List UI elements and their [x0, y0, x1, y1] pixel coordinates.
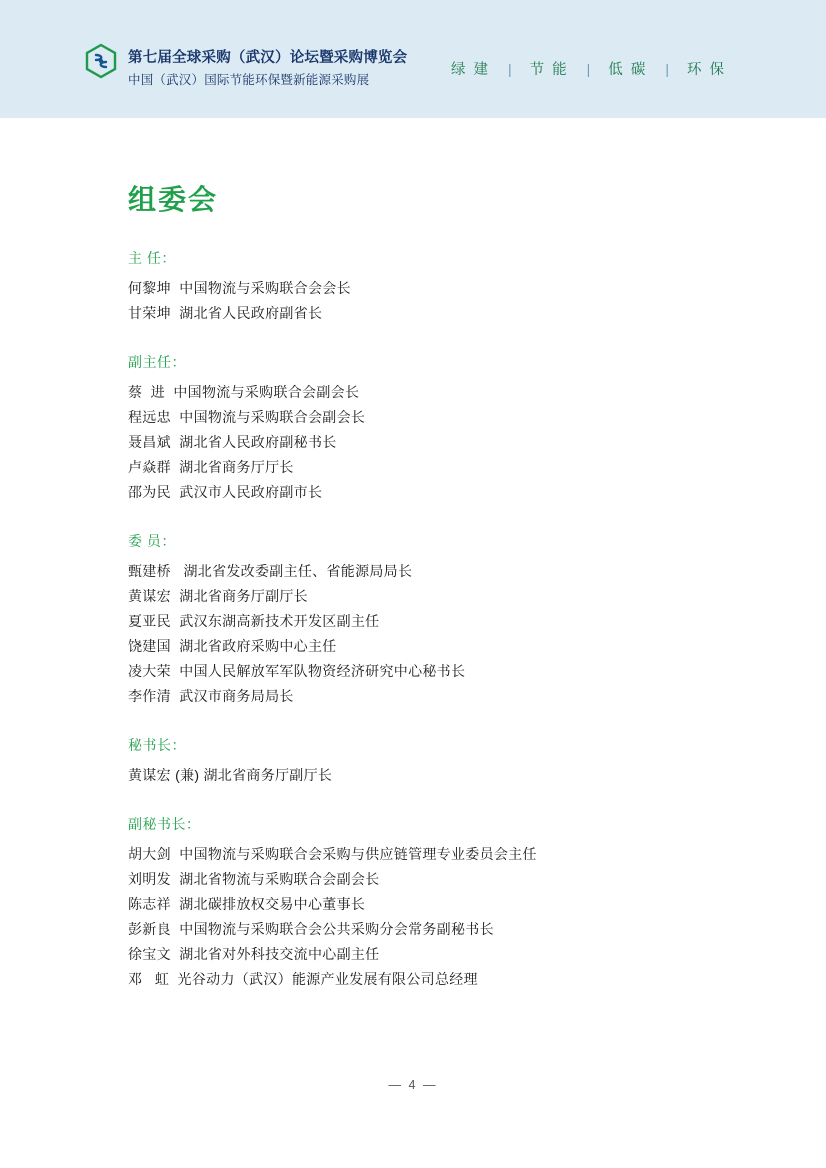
section-label: 委 员： — [128, 533, 176, 549]
list-item: 饶建国 湖北省政府采购中心主任 — [128, 638, 337, 654]
list-item: 夏亚民 武汉东湖高新技术开发区副主任 — [128, 613, 380, 629]
list-item: 黄谋宏 湖北省商务厅副厅长 — [128, 588, 308, 604]
header-nav — [433, 58, 744, 79]
nav-item-low-carbon[interactable]: 低 碳 — [608, 62, 648, 78]
nav-separator: | — [586, 60, 591, 77]
list-item: 蔡 进 中国物流与采购联合会副会长 — [128, 384, 360, 400]
hexagon-monogram-logo-icon — [83, 43, 119, 79]
list-item: 胡大剑 中国物流与采购联合会采购与供应链管理专业委员会主任 — [128, 846, 537, 862]
brand-title: 第七届全球采购（武汉）论坛暨采购博览会 — [128, 50, 408, 66]
list-item: 徐宝文 湖北省对外科技交流中心副主任 — [128, 946, 380, 962]
list-item: 彭新良 中国物流与采购联合会公共采购分会常务副秘书长 — [128, 921, 494, 937]
section-label: 副秘书长： — [128, 816, 201, 832]
list-item: 卢焱群 湖北省商务厅厅长 — [128, 459, 294, 475]
list-item: 何黎坤 中国物流与采购联合会会长 — [128, 280, 351, 296]
list-item: 甄建桥 湖北省发改委副主任、省能源局局长 — [128, 563, 413, 579]
section-secretary-general — [128, 735, 748, 788]
document-content — [128, 186, 748, 1018]
section-deputy-secretary-general — [128, 814, 748, 992]
list-item: 陈志祥 湖北碳排放权交易中心董事长 — [128, 896, 366, 912]
header-inner — [0, 0, 826, 118]
list-item: 邵为民 武汉市人民政府副市长 — [128, 484, 323, 500]
list-item: 聂昌斌 湖北省人民政府副秘书长 — [128, 434, 337, 450]
nav-item-energy-saving[interactable]: 节 能 — [529, 62, 569, 78]
list-item: 邓 虹 光谷动力（武汉）能源产业发展有限公司总经理 — [128, 971, 478, 987]
list-item: 程远忠 中国物流与采购联合会副会长 — [128, 409, 366, 425]
list-item: 凌大荣 中国人民解放军军队物资经济研究中心秘书长 — [128, 663, 466, 679]
section-label: 主 任： — [128, 250, 176, 266]
brand-subtitle: 中国（武汉）国际节能环保暨新能源采购展 — [128, 73, 370, 88]
section-chairman — [128, 248, 748, 326]
list-item: 黄谋宏 (兼) 湖北省商务厅副厅长 — [128, 767, 333, 783]
nav-item-green-building[interactable]: 绿 建 — [450, 62, 490, 78]
nav-separator: | — [665, 60, 669, 77]
page-header — [0, 0, 826, 118]
section-label: 秘书长： — [128, 737, 186, 753]
section-vice-chairman — [128, 352, 748, 505]
list-item: 甘荣坤 湖北省人民政府副省长 — [128, 305, 323, 321]
nav-separator: | — [507, 60, 512, 77]
list-item: 刘明发 湖北省物流与采购联合会副会长 — [128, 871, 380, 887]
list-item: 李作清 武汉市商务局局长 — [128, 688, 294, 704]
section-label: 副主任： — [128, 354, 186, 370]
section-members — [128, 531, 748, 709]
nav-item-environmental-protection[interactable]: 环 保 — [686, 62, 726, 78]
page-number: — 4 — — [388, 1078, 438, 1092]
page-body — [0, 118, 826, 1168]
brand-lockup — [128, 48, 407, 89]
page-title: 组委会 — [128, 184, 219, 215]
